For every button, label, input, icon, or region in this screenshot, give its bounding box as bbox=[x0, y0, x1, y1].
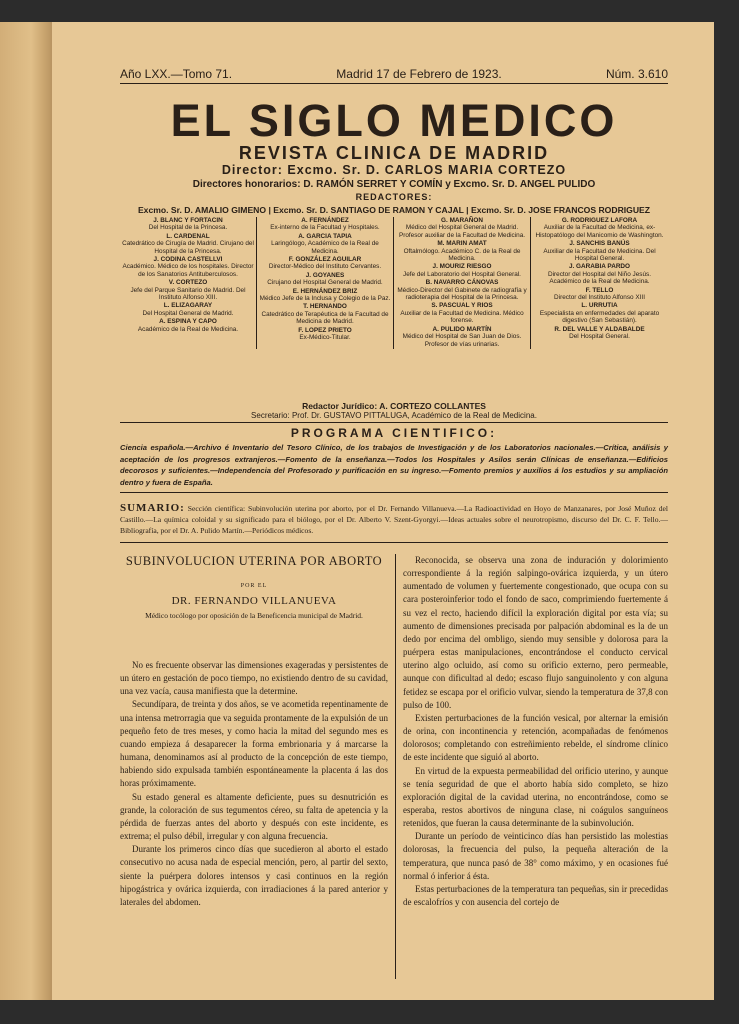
editors-column bbox=[257, 217, 394, 349]
editor-name: A. ESPINA Y CAPO bbox=[159, 318, 217, 326]
paragraph: Durante los primeros cinco días que sucedieron al aborto el estado consecutivo no acusa nada de especial mención, pero, al partir del sexto, siente la puérpera dolores intensos y casi continuos en la región hipogástrica y ovárica izquierda, con irradiaciones á la pared anterior y laterales del abdomen. bbox=[120, 844, 388, 907]
editors-column bbox=[120, 217, 257, 349]
editor-role: Oftalmólogo. Académico C. de la Real de Medicina. bbox=[403, 247, 521, 263]
paragraph: Durante un período de veinticinco días han persistido las molestias dolorosas, la frecuencia del pulso, la pequeña alteración de la temperatura, que nunca pasó de 38° como máximo, y en ocasiones fué normal ó inferior á ésta. bbox=[403, 831, 668, 881]
secretary-line: Secretario: Prof. Dr. GUSTAVO PITTALUGA, Académico de la Real de Medicina. bbox=[120, 411, 668, 423]
editors-grid bbox=[120, 217, 668, 349]
newspaper-page bbox=[0, 22, 714, 1000]
paragraph: Existen perturbaciones de la función vesical, por alternar la emisión de orina, con incontinencia y retención, acompañadas de fenómenos dolorosos; completando con estreñimiento rebelde, el síndrome clínico de este incidente que siguió al aborto. bbox=[403, 712, 668, 763]
editor-role: Cirujano del Hospital General de Madrid. bbox=[267, 279, 383, 287]
volume-info: Año LXX.—Tomo 71. bbox=[120, 67, 233, 81]
editor-name: F. GONZÁLEZ AGUILAR bbox=[288, 256, 362, 264]
honorary-directors: Directores honorarios: D. RAMÓN SERRET Y COMÍN y Excmo. Sr. D. ANGEL PULIDO bbox=[192, 179, 596, 190]
editor-role: Especialista en enfermedades del aparato digestivo (San Sebastián). bbox=[539, 309, 660, 325]
chief-editors: Excmo. Sr. D. AMALIO GIMENO | Excmo. Sr. D. SANTIAGO DE RAMON Y CAJAL | Excmo. Sr. D. JOSE FRANCOS RODRIGUEZ bbox=[137, 205, 651, 215]
editor-name: J. SANCHIS BANÚS bbox=[569, 240, 630, 248]
editor-name: F. LOPEZ PRIETO bbox=[298, 326, 352, 334]
editors-column bbox=[531, 217, 668, 349]
editor-name: J. GOYANES bbox=[305, 271, 345, 279]
editor-name: J. GARABIA PARDO bbox=[568, 263, 631, 271]
issue-line bbox=[120, 67, 668, 84]
issue-number: Núm. 3.610 bbox=[605, 67, 668, 81]
editor-name: J. CODINA CASTELLVI bbox=[153, 256, 223, 264]
editor-role: Del Hospital General de Madrid. bbox=[142, 309, 234, 317]
editor-role: Académico de la Real de Medicina. bbox=[137, 325, 239, 333]
column-divider bbox=[395, 554, 396, 979]
editor-role: Médico del Hospital General de Madrid. Profesor auxiliar de la Facultad de Medicina. bbox=[398, 224, 526, 239]
editor-role: Director del Hospital del Niño Jesús. Académico de la Real de Medicina. bbox=[547, 270, 651, 286]
editor-role: Director-Médico del Instituto Cervantes. bbox=[268, 263, 382, 271]
editor-name: G. MARAÑON bbox=[441, 217, 483, 224]
editor-role: Director del Instituto Alfonso XIII bbox=[554, 294, 645, 302]
article-right-column bbox=[403, 554, 668, 909]
summary-label: SUMARIO: bbox=[120, 502, 185, 514]
editor-name: J. MOURIZ RIESGO bbox=[432, 263, 492, 271]
editor-role: Catedrático de Cirugía de Madrid. Cirujano del Hospital de la Princesa. bbox=[122, 240, 254, 255]
summary-block bbox=[120, 503, 668, 543]
program-heading: PROGRAMA CIENTIFICO: bbox=[290, 426, 498, 440]
masthead-title: EL SIGLO MEDICO bbox=[170, 95, 618, 146]
editor-role: Ex-Médico-Titular. bbox=[299, 334, 351, 342]
editor-name: G. RODRIGUEZ LAFORA bbox=[561, 217, 638, 224]
article-left-column bbox=[120, 554, 388, 909]
editor-name: S. PASCUAL Y RIOS bbox=[431, 302, 493, 310]
editor-role: Auxiliar de la Facultad de Medicina. Médico forense. bbox=[400, 309, 524, 325]
masthead-subtitle: REVISTA CLINICA DE MADRID bbox=[238, 143, 550, 163]
editor-role: Auxiliar de la Facultad de Medicina, ex-Histopatólogo del Manicomio de Washington. bbox=[535, 224, 664, 239]
paragraph: En virtud de la expuesta permeabilidad del orificio uterino, y aunque se tenía seguridad de que el aborto había sido completo, se hizo exploración digital de la cavidad uterina, no encontrándose, como se esperaba, restos abortivos de ninguna clase, ni coágulos sanguíneos retenidos, que fueran la causa determinante de la subinvolución. bbox=[403, 765, 668, 829]
program-text: Ciencia española.—Archivo é Inventario del Tesoro Clínico, de los trabajos de Investigación y de los Laboratorios nacionales.—Crítica, análisis y aceptación de los progresos extranjeros.—Fomento de la enseñanza.—Todos los Hospitales y Asilos serán Clínicas de enseñanza.—Edificios decorosos y suficientes.—Independencia del Profesorado y purificación en su ingreso.—Fomento premios y auxilios á los estudios y su ampliación dentro y fuera de España. bbox=[120, 442, 668, 493]
editor-name: A. FERNÁNDEZ bbox=[301, 217, 349, 224]
paragraph: Reconocida, se observa una zona de induración y dolorimiento correspondiente á la región salpingo-ovárica izquierda, y un útero aumentado de volumen y fuertemente congestionado, que ocupa con su cara posteroinferior todo el fondo de saco, comprimiendo fuertemente á su vez el recto, haciendo difícil la exploración digital por esta vía; su aumento de dimensiones precisada por palpación abdominal es la de un dedo por encima del ombligo, siendo muy sensible y dolorosa para la puérpera estas manipulaciones, encontrándose el conducto cervical uterino algo ocluido, así como su orificio externo, pero permeable, aunque con dificultad al dedo; escaso flujo sanguinolento y con alguna fetidez se escapa por el orificio vulvar, siendo la temperatura de 37,8 con pulso de 100. bbox=[403, 555, 668, 710]
editor-role: Académico. Médico de los hospitales. Director de los Sanatorios Antituberculosos. bbox=[122, 263, 254, 278]
editor-name: T. HERNANDO bbox=[303, 303, 347, 311]
editor-name: L. URRUTIA bbox=[581, 302, 618, 310]
article-title: SUBINVOLUCION UTERINA POR ABORTO bbox=[125, 554, 383, 568]
legal-editor: Redactor Jurídico: A. CORTEZO COLLANTES bbox=[302, 401, 486, 411]
editor-role: Del Hospital de la Princesa. bbox=[148, 224, 228, 232]
summary-text: Sección científica: Subinvolución uterina por aborto, por el Dr. Fernando Villanueva.—La Radioactividad en Hoyo de Manzanares, por José Muñoz del Castillo.—La química coloidal y su significado para el biólogo, por el Dr. Alberto V. Szent-Gyorgyi.—Ideas actuales sobre el neurotropismo, discurso del Dr. C. F. Tello.—Bibliografía, por el Dr. A. Pulido Martín.—Periódicos médicos. bbox=[120, 504, 669, 535]
editor-name: J. BLANC Y FORTACIN bbox=[153, 217, 223, 224]
editor-role: Auxiliar de la Facultad de Medicina. Del Hospital General. bbox=[543, 247, 656, 263]
editor-name: E. HERNÁNDEZ BRIZ bbox=[292, 287, 358, 295]
editor-name: M. MARIN AMAT bbox=[437, 240, 487, 248]
binding-spine bbox=[0, 22, 52, 1000]
editor-name: V. CORTEZO bbox=[168, 279, 208, 287]
paragraph: No es frecuente observar las dimensiones exageradas y persistentes de un útero en gestación de poco tiempo, no existiendo dentro de su cavidad, una vez vacía, causa manifiesta que la determine. bbox=[120, 660, 388, 697]
editor-name: B. NAVARRO CÁNOVAS bbox=[425, 279, 499, 287]
editor-role: Laringólogo, Académico de la Real de Medicina. bbox=[271, 240, 379, 255]
editor-role: Jefe del Laboratorio del Hospital General. bbox=[403, 270, 521, 278]
article-by: POR EL bbox=[240, 583, 268, 589]
director-line: Director: Excmo. Sr. D. CARLOS MARIA CORTEZO bbox=[221, 163, 567, 177]
paragraph: Su estado general es altamente deficiente, pues su desnutrición es grande, la coloración de sus tegumentos céreo, su falta de apetencia y la pérdida de fuerzas antes del aborto y después con este incidente, es extrema; el pulso débil, irregular y con alguna frecuencia. bbox=[120, 791, 388, 842]
editor-name: A. GARCIA TAPIA bbox=[298, 232, 352, 240]
paragraph: Secundípara, de treinta y dos años, se ve acometida repentinamente de una intensa metrorragia que va seguida prontamente de la expulsión de un pequeño feto de tres meses, y como hacia la mitad del segundo mes es cuando empieza á desaparecer la forma embrionaria y á marcarse la humana, denominamos así al producto de la concepción de este tiempo, habiendo sido expulsada también espontáneamente la placenta á las dos horas próximamente. bbox=[120, 699, 388, 789]
editor-role: Médico Jefe de la Inclusa y Colegio de la Paz. bbox=[259, 295, 391, 303]
article-affiliation: Médico tocólogo por oposición de la Beneficencia municipal de Madrid. bbox=[145, 611, 363, 620]
editors-column bbox=[394, 217, 531, 349]
editor-role: Médico del Hospital de San Juan de Dios. Profesor de vías urinarias. bbox=[402, 333, 522, 348]
editor-name: L. ELIZAGARAY bbox=[163, 302, 213, 310]
editor-role: Ex-interno de la Facultad y Hospitales. bbox=[270, 224, 380, 232]
editor-role: Catedrático de Terapéutica de la Facultad de Medicina de Madrid. bbox=[261, 310, 389, 326]
editors-label: REDACTORES: bbox=[355, 192, 433, 202]
editor-role: Jefe del Parque Sanitario de Madrid. Del Instituto Alfonso XIII. bbox=[130, 286, 246, 302]
paragraph: Estas perturbaciones de la temperatura tan pequeñas, sin ir precedidas de escalofríos y con ausencia del cortejo de bbox=[403, 883, 668, 908]
article-author: DR. FERNANDO VILLANUEVA bbox=[171, 595, 337, 607]
editor-name: A. PULIDO MARTÍN bbox=[432, 325, 492, 333]
editor-name: R. DEL VALLE Y ALDABALDE bbox=[554, 325, 645, 333]
issue-date: Madrid 17 de Febrero de 1923. bbox=[336, 67, 502, 81]
editor-role: Del Hospital General. bbox=[569, 333, 630, 341]
editor-name: L. CARDENAL bbox=[166, 232, 210, 240]
editor-name: F. TELLO bbox=[585, 286, 614, 294]
editor-role: Médico-Director del Gabinete de radiografía y radioterapia del Hospital de la Princesa. bbox=[397, 286, 527, 302]
